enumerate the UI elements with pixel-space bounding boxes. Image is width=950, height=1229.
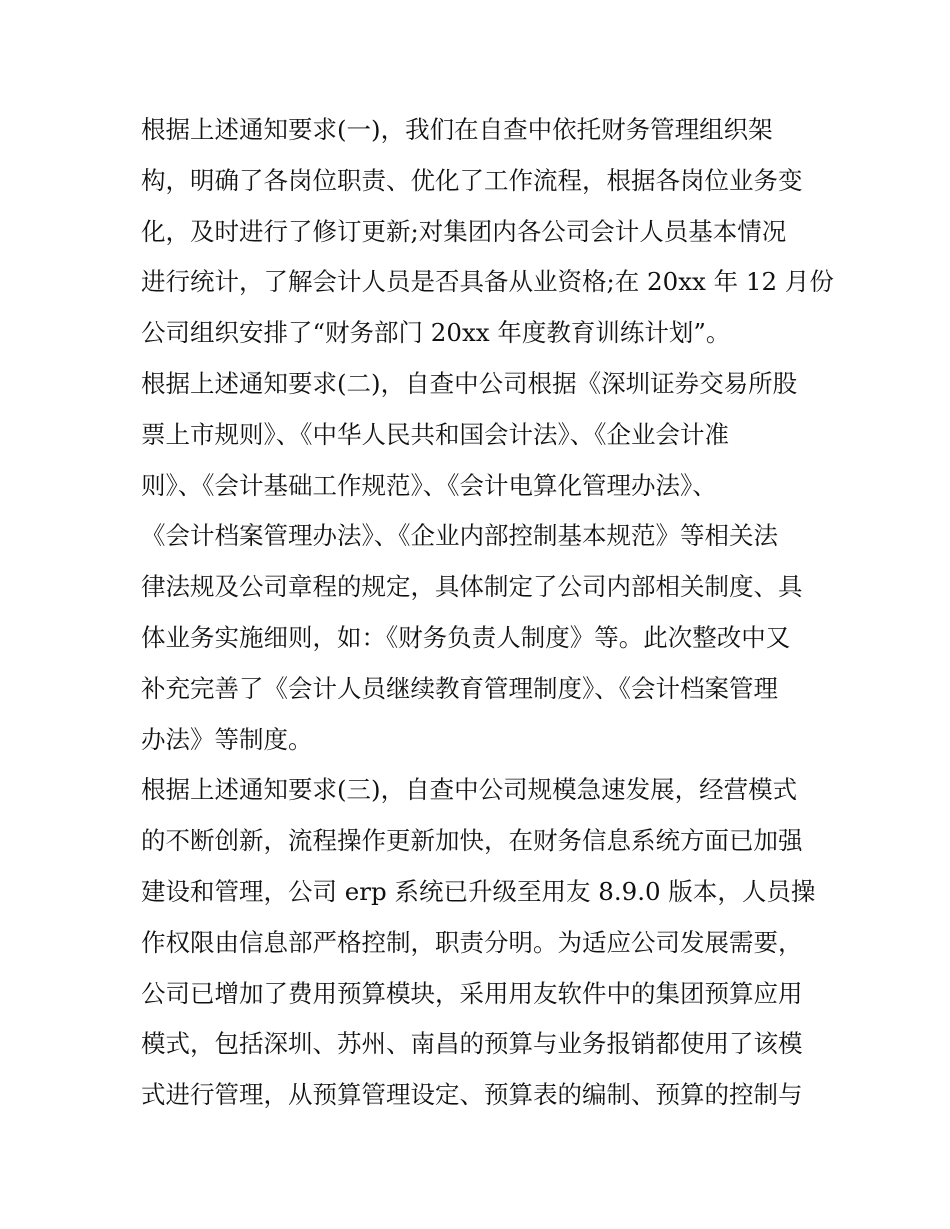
text-line: 构，明确了各岗位职责、优化了工作流程，根据各岗位业务变 (141, 165, 803, 195)
paragraph-requirement-2 (141, 359, 821, 765)
text-line: 的不断创新，流程操作更新加快，在财务信息系统方面已加强 (141, 826, 803, 856)
text-line: 式进行管理，从预算管理设定、预算表的编制、预算的控制与 (141, 1080, 803, 1110)
text-line: 模式，包括深圳、苏州、南昌的预算与业务报销都使用了该模 (141, 1029, 803, 1059)
text-line: 体业务实施细则，如：《财务负责人制度》等。此次整改中又 (141, 622, 791, 652)
text-line: 公司组织安排了“财务部门 20xx 年度教育训练计划”。 (141, 318, 731, 348)
paragraph-requirement-1 (141, 105, 834, 359)
text-line: 则》、《会计基础工作规范》、《会计电算化管理办法》、 (141, 470, 717, 500)
text-line: 《会计档案管理办法》、《企业内部控制基本规范》等相关法 (141, 521, 778, 551)
text-line: 补充完善了《会计人员继续教育管理制度》、《会计档案管理 (141, 673, 778, 703)
text-line: 票上市规则》、《中华人民共和国会计法》、《企业会计准 (141, 419, 729, 449)
text-line: 作权限由信息部严格控制，职责分明。为适应公司发展需要， (141, 927, 803, 957)
text-line: 律法规及公司章程的规定，具体制定了公司内部相关制度、具 (141, 572, 803, 602)
text-line: 建设和管理，公司 erp 系统已升级至用友 8.9.0 版本，人员操 (141, 876, 816, 906)
text-line: 化，及时进行了修订更新;对集团内各公司会计人员基本情况 (141, 216, 787, 246)
text-line: 办法》等制度。 (141, 724, 313, 754)
document-body (141, 105, 834, 1121)
text-line: 根据上述通知要求(一)，我们在自查中依托财务管理组织架 (141, 115, 773, 144)
text-line: 进行统计，了解会计人员是否具备从业资格;在 20xx 年 12 月份 (141, 267, 834, 297)
paragraph-requirement-3 (141, 765, 821, 1121)
text-line: 根据上述通知要求(三)，自查中公司规模急速发展，经营模式 (141, 775, 798, 805)
text-line: 根据上述通知要求(二)，自查中公司根据《深圳证券交易所股 (141, 368, 798, 398)
text-line: 公司已增加了费用预算模块，采用用友软件中的集团预算应用 (141, 978, 803, 1008)
